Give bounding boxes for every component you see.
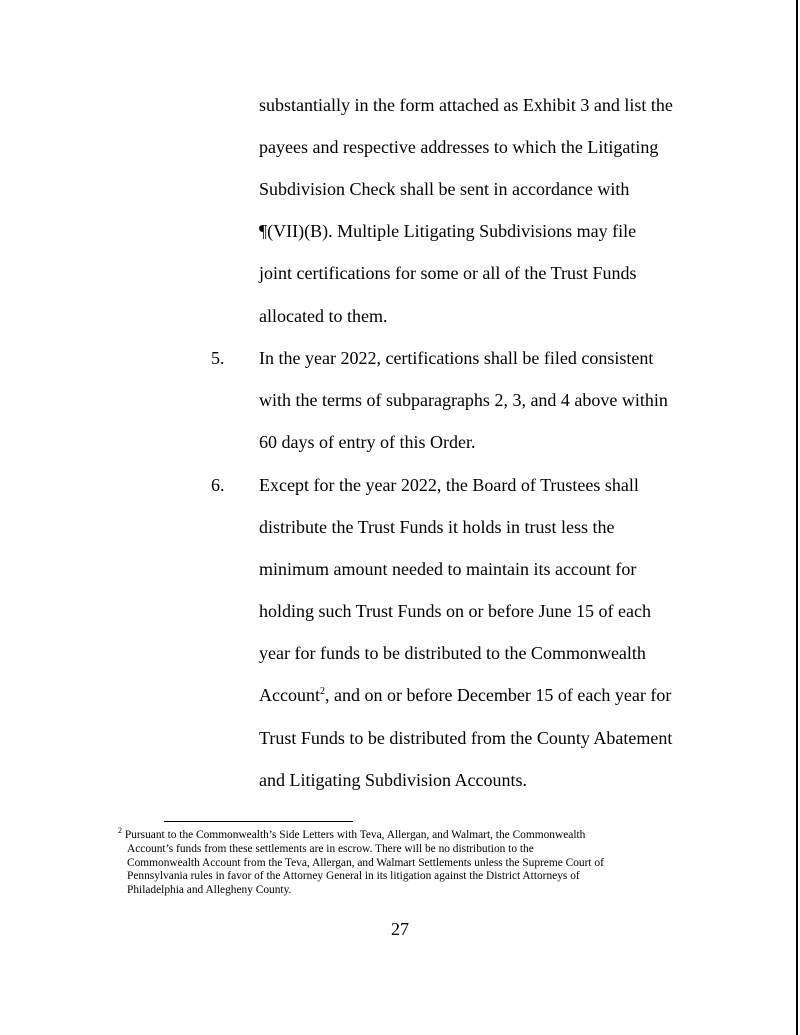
footnote-line bbox=[118, 826, 698, 843]
body-line: ¶(VII)(B). Multiple Litigating Subdivisions may file bbox=[259, 221, 637, 241]
body-line: In the year 2022, certifications shall be filed consistent bbox=[259, 348, 654, 368]
body-text: Account bbox=[259, 685, 320, 705]
body-line: minimum amount needed to maintain its account for bbox=[259, 559, 637, 579]
paragraph-number: 6. bbox=[211, 475, 225, 495]
footnote bbox=[118, 826, 698, 898]
body-line: with the terms of subparagraphs 2, 3, and 4 above within bbox=[259, 390, 668, 410]
body-line: joint certifications for some or all of the Trust Funds bbox=[259, 263, 637, 283]
page-edge-border bbox=[796, 0, 798, 1035]
body-line: and Litigating Subdivision Accounts. bbox=[259, 770, 527, 790]
body-line: payees and respective addresses to which the Litigating bbox=[259, 137, 659, 157]
footnote-line: Pennsylvania rules in favor of the Attorney General in its litigation against the District Attorneys of bbox=[127, 870, 580, 883]
footnote-text: Pursuant to the Commonwealth’s Side Letters with Teva, Allergan, and Walmart, the Commonwealth bbox=[124, 829, 586, 841]
body-text: , and on or before December 15 of each year for bbox=[324, 685, 672, 705]
body-line: allocated to them. bbox=[259, 306, 388, 326]
page-number: 27 bbox=[391, 919, 409, 939]
body-line: substantially in the form attached as Exhibit 3 and list the bbox=[259, 95, 673, 115]
body-line: Trust Funds to be distributed from the County Abatement bbox=[259, 728, 673, 748]
footnote-line: Philadelphia and Allegheny County. bbox=[127, 884, 292, 897]
paragraph-number: 5. bbox=[211, 348, 225, 368]
footnote-line: Account’s funds from these settlements are in escrow. There will be no distribution to the bbox=[127, 842, 534, 855]
footnote-line: Commonwealth Account from the Teva, Allergan, and Walmart Settlements unless the Supreme Court of bbox=[127, 856, 604, 869]
body-line: Except for the year 2022, the Board of Trustees shall bbox=[259, 475, 639, 495]
footnote-mark: 2 bbox=[118, 826, 122, 836]
body-line: 60 days of entry of this Order. bbox=[259, 432, 476, 452]
body-line: year for funds to be distributed to the Commonwealth bbox=[259, 643, 646, 663]
body-line: distribute the Trust Funds it holds in trust less the bbox=[259, 517, 615, 537]
body-line: holding such Trust Funds on or before June 15 of each bbox=[259, 601, 651, 621]
footnote-reference[interactable]: 2 bbox=[319, 686, 325, 697]
body-line: Subdivision Check shall be sent in accordance with bbox=[259, 179, 630, 199]
footnote-separator bbox=[164, 821, 353, 822]
body-line bbox=[259, 684, 671, 706]
